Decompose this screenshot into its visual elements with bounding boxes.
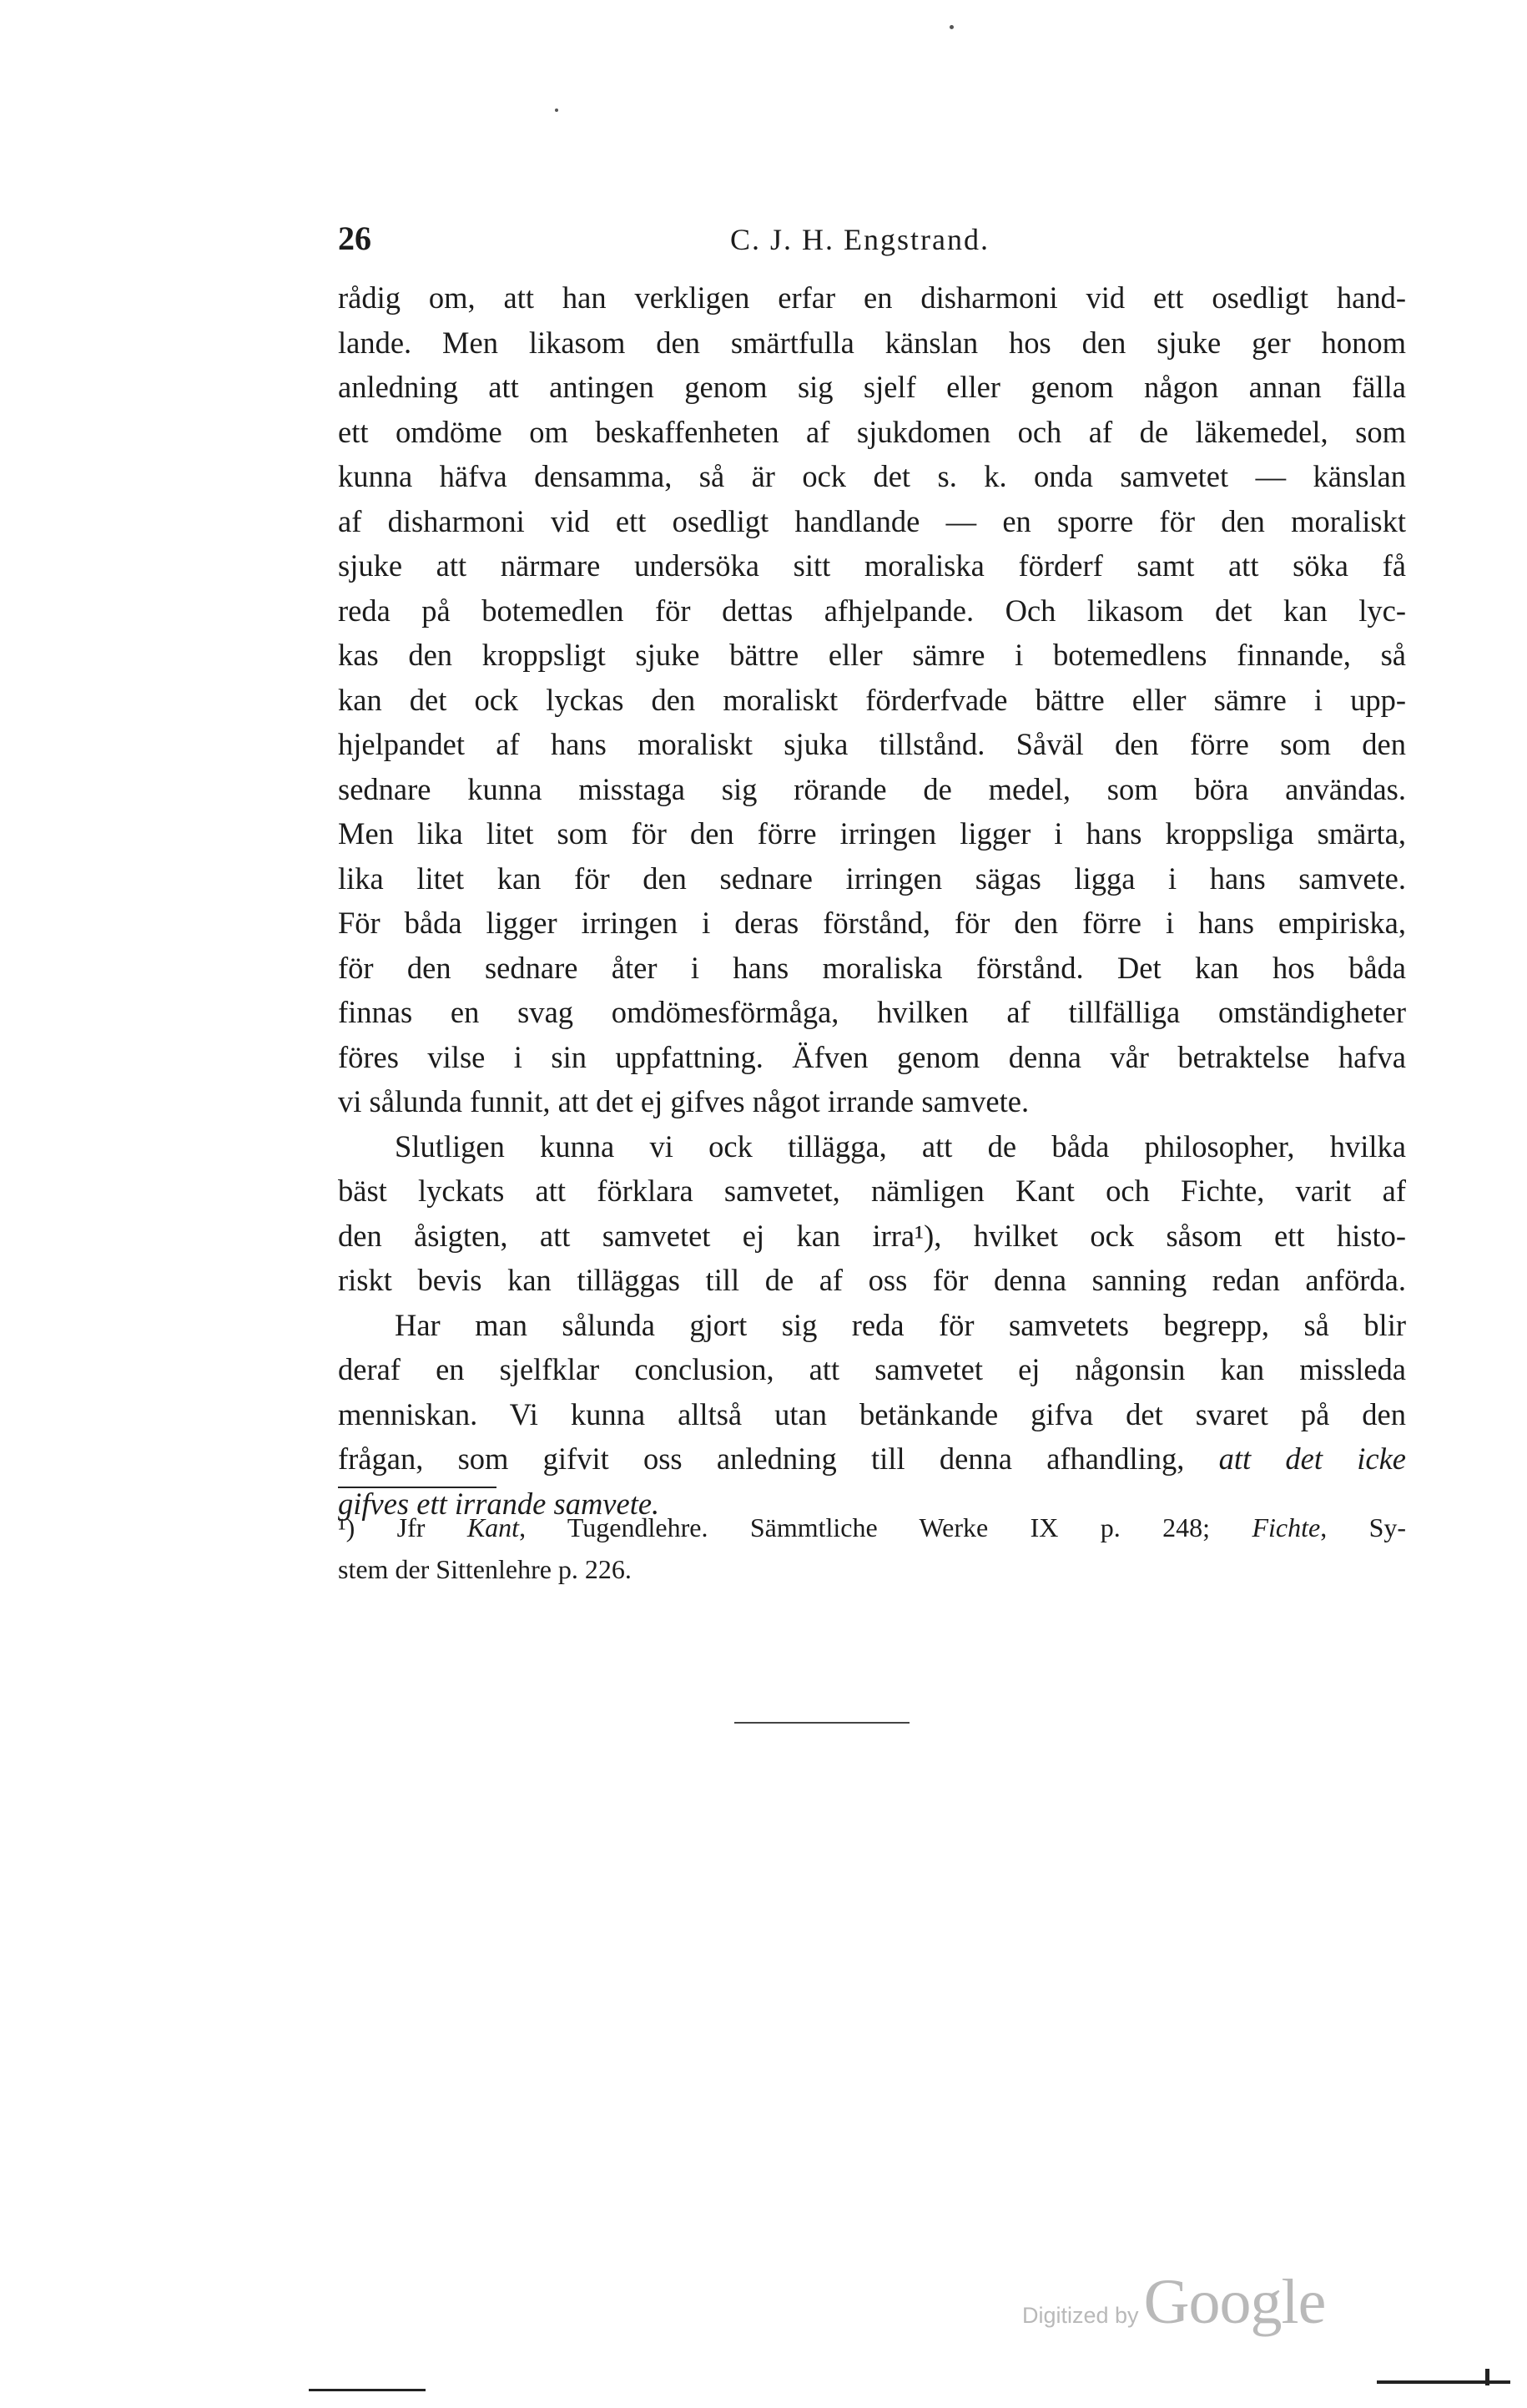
text-line: Har man sålunda gjort sig reda för samvetets begrepp, så blir	[395, 1307, 1406, 1342]
text-line: föres vilse i sin uppfattning. Äfven genom denna vår betraktelse hafva	[338, 1039, 1406, 1074]
digitized-by-label: Digitized by	[1022, 2303, 1139, 2328]
text-line: reda på botemedlen för dettas afhjelpande. Och likasom det kan lyc-	[338, 593, 1406, 628]
text-line: Men lika litet som för den förre irringen ligger i hans kroppsliga smärta,	[338, 816, 1406, 851]
text-line: deraf en sjelfklar conclusion, att samvetet ej någonsin kan missleda	[338, 1352, 1406, 1386]
text-line: af disharmoni vid ett osedligt handlande — en sporre för den moraliskt	[338, 503, 1406, 538]
text-line: Slutligen kunna vi ock tillägga, att de båda philosopher, hvilka	[395, 1128, 1406, 1164]
text-fragment: , Tugendlehre. Sämmtliche Werke IX p. 248;	[519, 1512, 1211, 1542]
text-line: anledning att antingen genom sig sjelf eller genom någon annan fälla	[338, 370, 1406, 404]
scan-speck	[555, 109, 558, 112]
text-line: rådig om, att han verkligen erfar en disharmoni vid ett osedligt hand-	[338, 280, 1406, 315]
text-line: lika litet kan för den sednare irringen sägas ligga i hans samvete.	[338, 861, 1406, 896]
text-line: hjelpandet af hans moraliskt sjuka tillstånd. Såväl den förre som den	[338, 727, 1406, 761]
text-line: ett omdöme om beskaffenheten af sjukdomen och af de läkemedel, som	[338, 414, 1406, 449]
text-line: bäst lyckats att förklara samvetet, nämligen Kant och Fichte, varit af	[338, 1174, 1406, 1208]
text-line	[338, 1436, 1406, 1482]
text-line: vi sålunda funnit, att det ej gifves något irrande samvete.	[338, 1084, 1030, 1118]
text-line: För båda ligger irringen i deras förstånd, för den förre i hans empiriska,	[338, 906, 1406, 940]
italic-phrase: gifves ett irrande samvete.	[338, 1486, 660, 1521]
author-fichte: Fichte	[1252, 1512, 1321, 1542]
text-line: den åsigten, att samvetet ej kan irra¹), hvilket ock såsom ett histo-	[338, 1218, 1406, 1253]
body-text	[338, 275, 1406, 1526]
scan-edge-mark	[1485, 2369, 1489, 2385]
bottom-rule	[734, 1722, 910, 1724]
text-line: kan det ock lyckas den moraliskt förderfvade bättre eller sämre i upp-	[338, 682, 1406, 717]
footnote-rule	[338, 1487, 496, 1488]
text-line: finnas en svag omdömesförmåga, hvilken af tillfälliga omständigheter	[338, 995, 1406, 1029]
text-fragment: frågan, som gifvit oss anledning till denna afhandling,	[338, 1441, 1185, 1476]
scan-edge-mark	[1377, 2380, 1510, 2384]
italic-phrase: att det icke	[1218, 1441, 1406, 1476]
text-line: lande. Men likasom den smärtfulla känslan hos den sjuke ger honom	[338, 325, 1406, 360]
author-kant: Kant	[466, 1512, 520, 1542]
scan-edge-mark	[309, 2389, 426, 2391]
text-line: kunna häfva densamma, så är ock det s. k. onda samvetet — känslan	[338, 459, 1406, 493]
footnote-line	[338, 1507, 1406, 1548]
text-line: för den sednare åter i hans moraliska förstånd. Det kan hos båda	[338, 950, 1406, 985]
text-line: sednare kunna misstaga sig rörande de medel, som böra användas.	[338, 771, 1406, 806]
scan-speck	[950, 25, 954, 29]
text-line: sjuke att närmare undersöka sitt moraliska förderf samt att söka få	[338, 548, 1406, 583]
footnote	[338, 1507, 1406, 1590]
page-number: 26	[338, 220, 371, 257]
footnote-marker: ¹) Jfr	[338, 1512, 426, 1542]
text-fragment: , Sy-	[1320, 1512, 1406, 1542]
text-line: kas den kroppsligt sjuke bättre eller sämre i botemedlens finnande, så	[338, 638, 1406, 672]
text-line: menniskan. Vi kunna alltså utan betänkande gifva det svaret på den	[338, 1396, 1406, 1431]
text-line: riskt bevis kan tilläggas till de af oss för denna sanning redan anförda.	[338, 1263, 1406, 1297]
running-head: C. J. H. Engstrand.	[730, 223, 990, 256]
footnote-line: stem der Sittenlehre p. 226.	[338, 1554, 632, 1584]
google-logo: Google	[1143, 2267, 1326, 2337]
page-header	[338, 219, 1406, 269]
google-watermark	[1022, 2266, 1325, 2339]
